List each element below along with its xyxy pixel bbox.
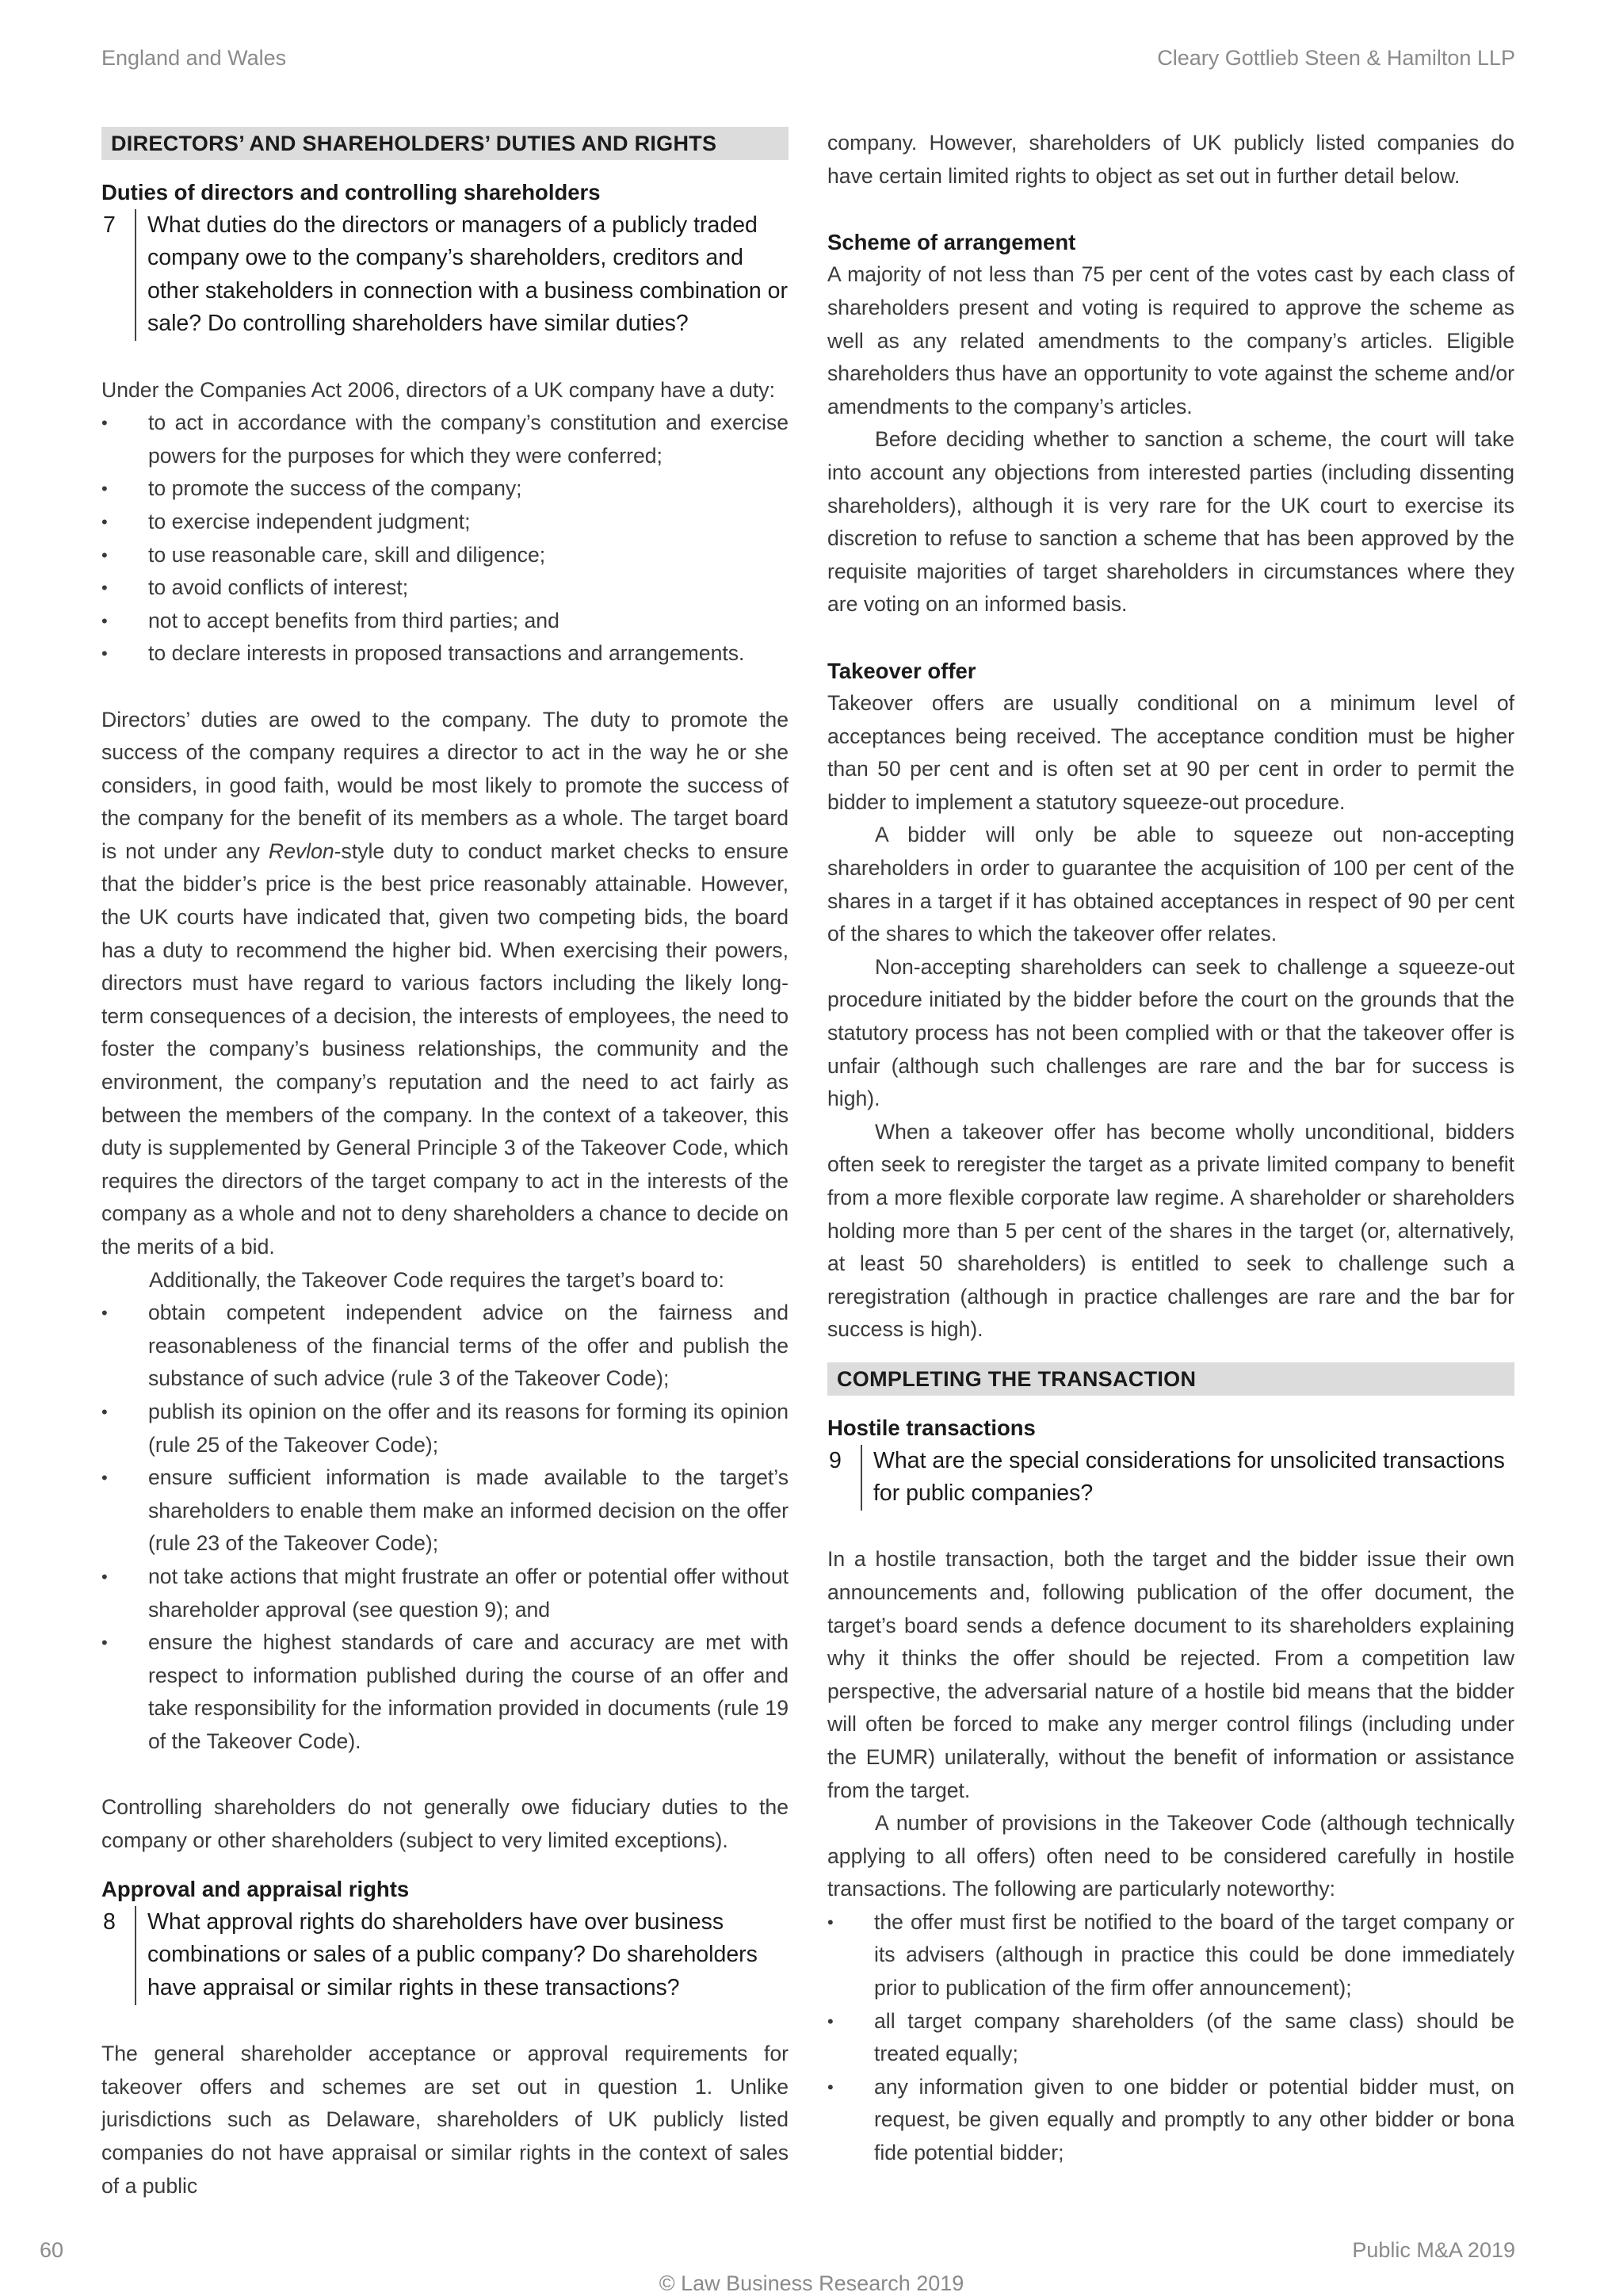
copyright-notice: © Law Business Research 2019 — [659, 2271, 964, 2295]
list-item: • to avoid conflicts of interest; — [101, 571, 789, 605]
list-item: • to declare interests in proposed transactions and arrangements. — [101, 637, 789, 670]
list-item: • ensure sufficient information is made available to the target’s shareholders to enable them make an informed decision on the offer (rule 23 of the Takeover Code); — [101, 1461, 789, 1561]
list-item: • the offer must first be notified to the board of the target company or its advisers (although in practice this could be done immediately prior to publication of the firm offer announcement); — [827, 1906, 1514, 2005]
running-header-firm: Cleary Gottlieb Steen & Hamilton LLP — [1157, 46, 1515, 70]
question-number: 7 — [103, 212, 116, 238]
body-paragraph: The general shareholder acceptance or approval requirements for takeover offers and schemes are set out in question 1. Unlike jurisdictions such as Delaware, shareholders of UK publicly listed companies do not have appraisal or similar rights in the context of sales of a public — [101, 2042, 789, 2198]
subhead-scheme: Scheme of arrangement — [827, 229, 1076, 254]
list-item: • any information given to one bidder or potential bidder must, on request, be given equally and promptly to any other bidder or bona fide potential bidder; — [827, 2071, 1514, 2170]
running-header-jurisdiction: England and Wales — [101, 46, 287, 70]
list-item: • to use reasonable care, skill and diligence; — [101, 539, 789, 572]
duties-intro: Under the Companies Act 2006, directors of a UK company have a duty: — [101, 377, 775, 402]
body-paragraph: Before deciding whether to sanction a scheme, the court will take into account any objections from interested parties (including dissenting shareholders), although it is very rare for the UK court to exercise its discretion to refuse to sanction a scheme that has been approved by the requisite majorities of target shareholders in circumstances where they are voting on an informed basis. — [827, 427, 1514, 617]
list-item: • obtain competent independent advice on the fairness and reasonableness of the financial terms of the offer and publish the substance of such advice (rule 3 of the Takeover Code); — [101, 1297, 789, 1396]
list-item: • not take actions that might frustrate an offer or potential offer without shareholder approval (see question 9); and — [101, 1561, 789, 1626]
publication-name: Public M&A 2019 — [1352, 2238, 1515, 2262]
question-8 — [101, 1906, 789, 2005]
body-paragraph: A number of provisions in the Takeover Code (although technically applying to all offers) often need to be considered carefully in hostile transactions. The following are particularly noteworthy: — [827, 1811, 1514, 1901]
question-text: What duties do the directors or managers of a publicly traded company owe to the company’s shareholders, creditors and other stakeholders in connection with a business combination or sale? Do controlling shareholders have similar duties? — [135, 209, 789, 341]
question-number: 9 — [829, 1447, 842, 1473]
subhead-approval: Approval and appraisal rights — [101, 1877, 410, 1902]
question-text: What are the special considerations for unsolicited transactions for public companies? — [861, 1445, 1514, 1511]
duties-list — [101, 407, 789, 670]
left-column — [101, 127, 789, 2202]
body-paragraph: When a takeover offer has become wholly unconditional, bidders often seek to reregister the target as a private limited company to benefit from a more flexible corporate law regime. A shareholder or shareholders holding more than 5 per cent of the shares in the target (or, alternatively, at least 50 shareholders) is entitled to seek to challenge such a reregistration (although in practice challenges are rare and the bar for success is high). — [827, 1119, 1514, 1342]
question-text: What approval rights do shareholders have over business combinations or sales of a public company? Do shareholders have appraisal or similar rights in these transactions? — [135, 1906, 789, 2005]
list-item: • to promote the success of the company; — [101, 472, 789, 506]
board-duties-list — [101, 1297, 789, 1758]
body-paragraph: Controlling shareholders do not generally owe fiduciary duties to the company or other shareholders (subject to very limited exceptions). — [101, 1795, 789, 1852]
list-item: • publish its opinion on the offer and its reasons for forming its opinion (rule 25 of the Takeover Code); — [101, 1396, 789, 1461]
list-item: • not to accept benefits from third parties; and — [101, 605, 789, 638]
body-paragraph: A bidder will only be able to squeeze out non-accepting shareholders in order to guarantee the acquisition of 100 per cent of the shares in a target if it has obtained acceptances in respect of 90 per cent of the shares to which the takeover offer relates. — [827, 823, 1514, 946]
list-item: • to exercise independent judgment; — [101, 506, 789, 539]
subhead-duties: Duties of directors and controlling shareholders — [101, 180, 601, 204]
list-item: • all target company shareholders (of the same class) should be treated equally; — [827, 2005, 1514, 2071]
section-banner-duties: DIRECTORS’ AND SHAREHOLDERS’ DUTIES AND RIGHTS — [101, 127, 789, 160]
body-paragraph: company. However, shareholders of UK publicly listed companies do have certain limited rights to object as set out in further detail below. — [827, 131, 1514, 188]
subhead-hostile: Hostile transactions — [827, 1415, 1036, 1440]
hostile-list — [827, 1906, 1514, 2170]
body-paragraph: A majority of not less than 75 per cent of the votes cast by each class of shareholders present and voting is required to approve the scheme as well as any related amendments to the company’s articles. Eligible shareholders thus have an opportunity to vote against the scheme and/or amendments to the company’s articles. — [827, 262, 1514, 418]
question-number: 8 — [103, 1908, 116, 1935]
question-9 — [827, 1445, 1514, 1511]
body-paragraph: In a hostile transaction, both the target and the bidder issue their own announcements and, following publication of the offer document, the target’s board sends a defence document to its shareholders explaining why it thinks the offer should be rejected. From a competition law perspective, the adversarial nature of a hostile bid means that the bidder will often be forced to make any merger control filings (including under the EUMR) unilaterally, without the benefit of information or assistance from the target. — [827, 1547, 1514, 1802]
list-item: • ensure the highest standards of care and accuracy are met with respect to information published during the course of an offer and take responsibility for the information provided in documents (rule 19 of the Takeover Code). — [101, 1626, 789, 1758]
page-number: 60 — [40, 2238, 64, 2262]
revlon-italic: Revlon — [268, 839, 334, 863]
right-column — [827, 127, 1514, 2170]
question-7 — [101, 209, 789, 341]
subhead-takeover: Takeover offer — [827, 658, 976, 683]
body-paragraph: Additionally, the Takeover Code requires the target’s board to: — [149, 1267, 724, 1292]
section-banner-completing: COMPLETING THE TRANSACTION — [827, 1362, 1514, 1396]
body-paragraph: Non-accepting shareholders can seek to challenge a squeeze-out procedure initiated by the bidder before the court on the grounds that the statutory process has not been complied with or that the takeover offer is unfair (although such challenges are rare and the bar for success is high). — [827, 954, 1514, 1111]
body-paragraph: Directors’ duties are owed to the company. The duty to promote the success of the company requires a director to act in the way he or she considers, in good faith, would be most likely to promote the success of the company for the benefit of its members as a whole. The target board is not under any Revlon-style duty to conduct market checks to ensure that the bidder’s price is the best price reasonably attainable. However, the UK courts have indicated that, given two competing bids, the board has a duty to recommend the higher bid. When exercising their powers, directors must have regard to various factors including the likely long-term consequences of a decision, the interests of employees, the need to foster the company’s business relationships, the community and the environment, the company’s reputation and the need to act fairly as between the members of the company. In the context of a takeover, this duty is supplemented by General Principle 3 of the Takeover Code, which requires the directors of the target company to act in the interests of the company as a whole and not to deny shareholders a chance to decide on the merits of a bid. — [101, 707, 789, 1259]
list-item: • to act in accordance with the company’s constitution and exercise powers for the purposes for which they were conferred; — [101, 407, 789, 472]
body-paragraph: Takeover offers are usually conditional on a minimum level of acceptances being received. The acceptance condition must be higher than 50 per cent and is often set at 90 per cent in order to permit the bidder to implement a statutory squeeze-out procedure. — [827, 691, 1514, 814]
